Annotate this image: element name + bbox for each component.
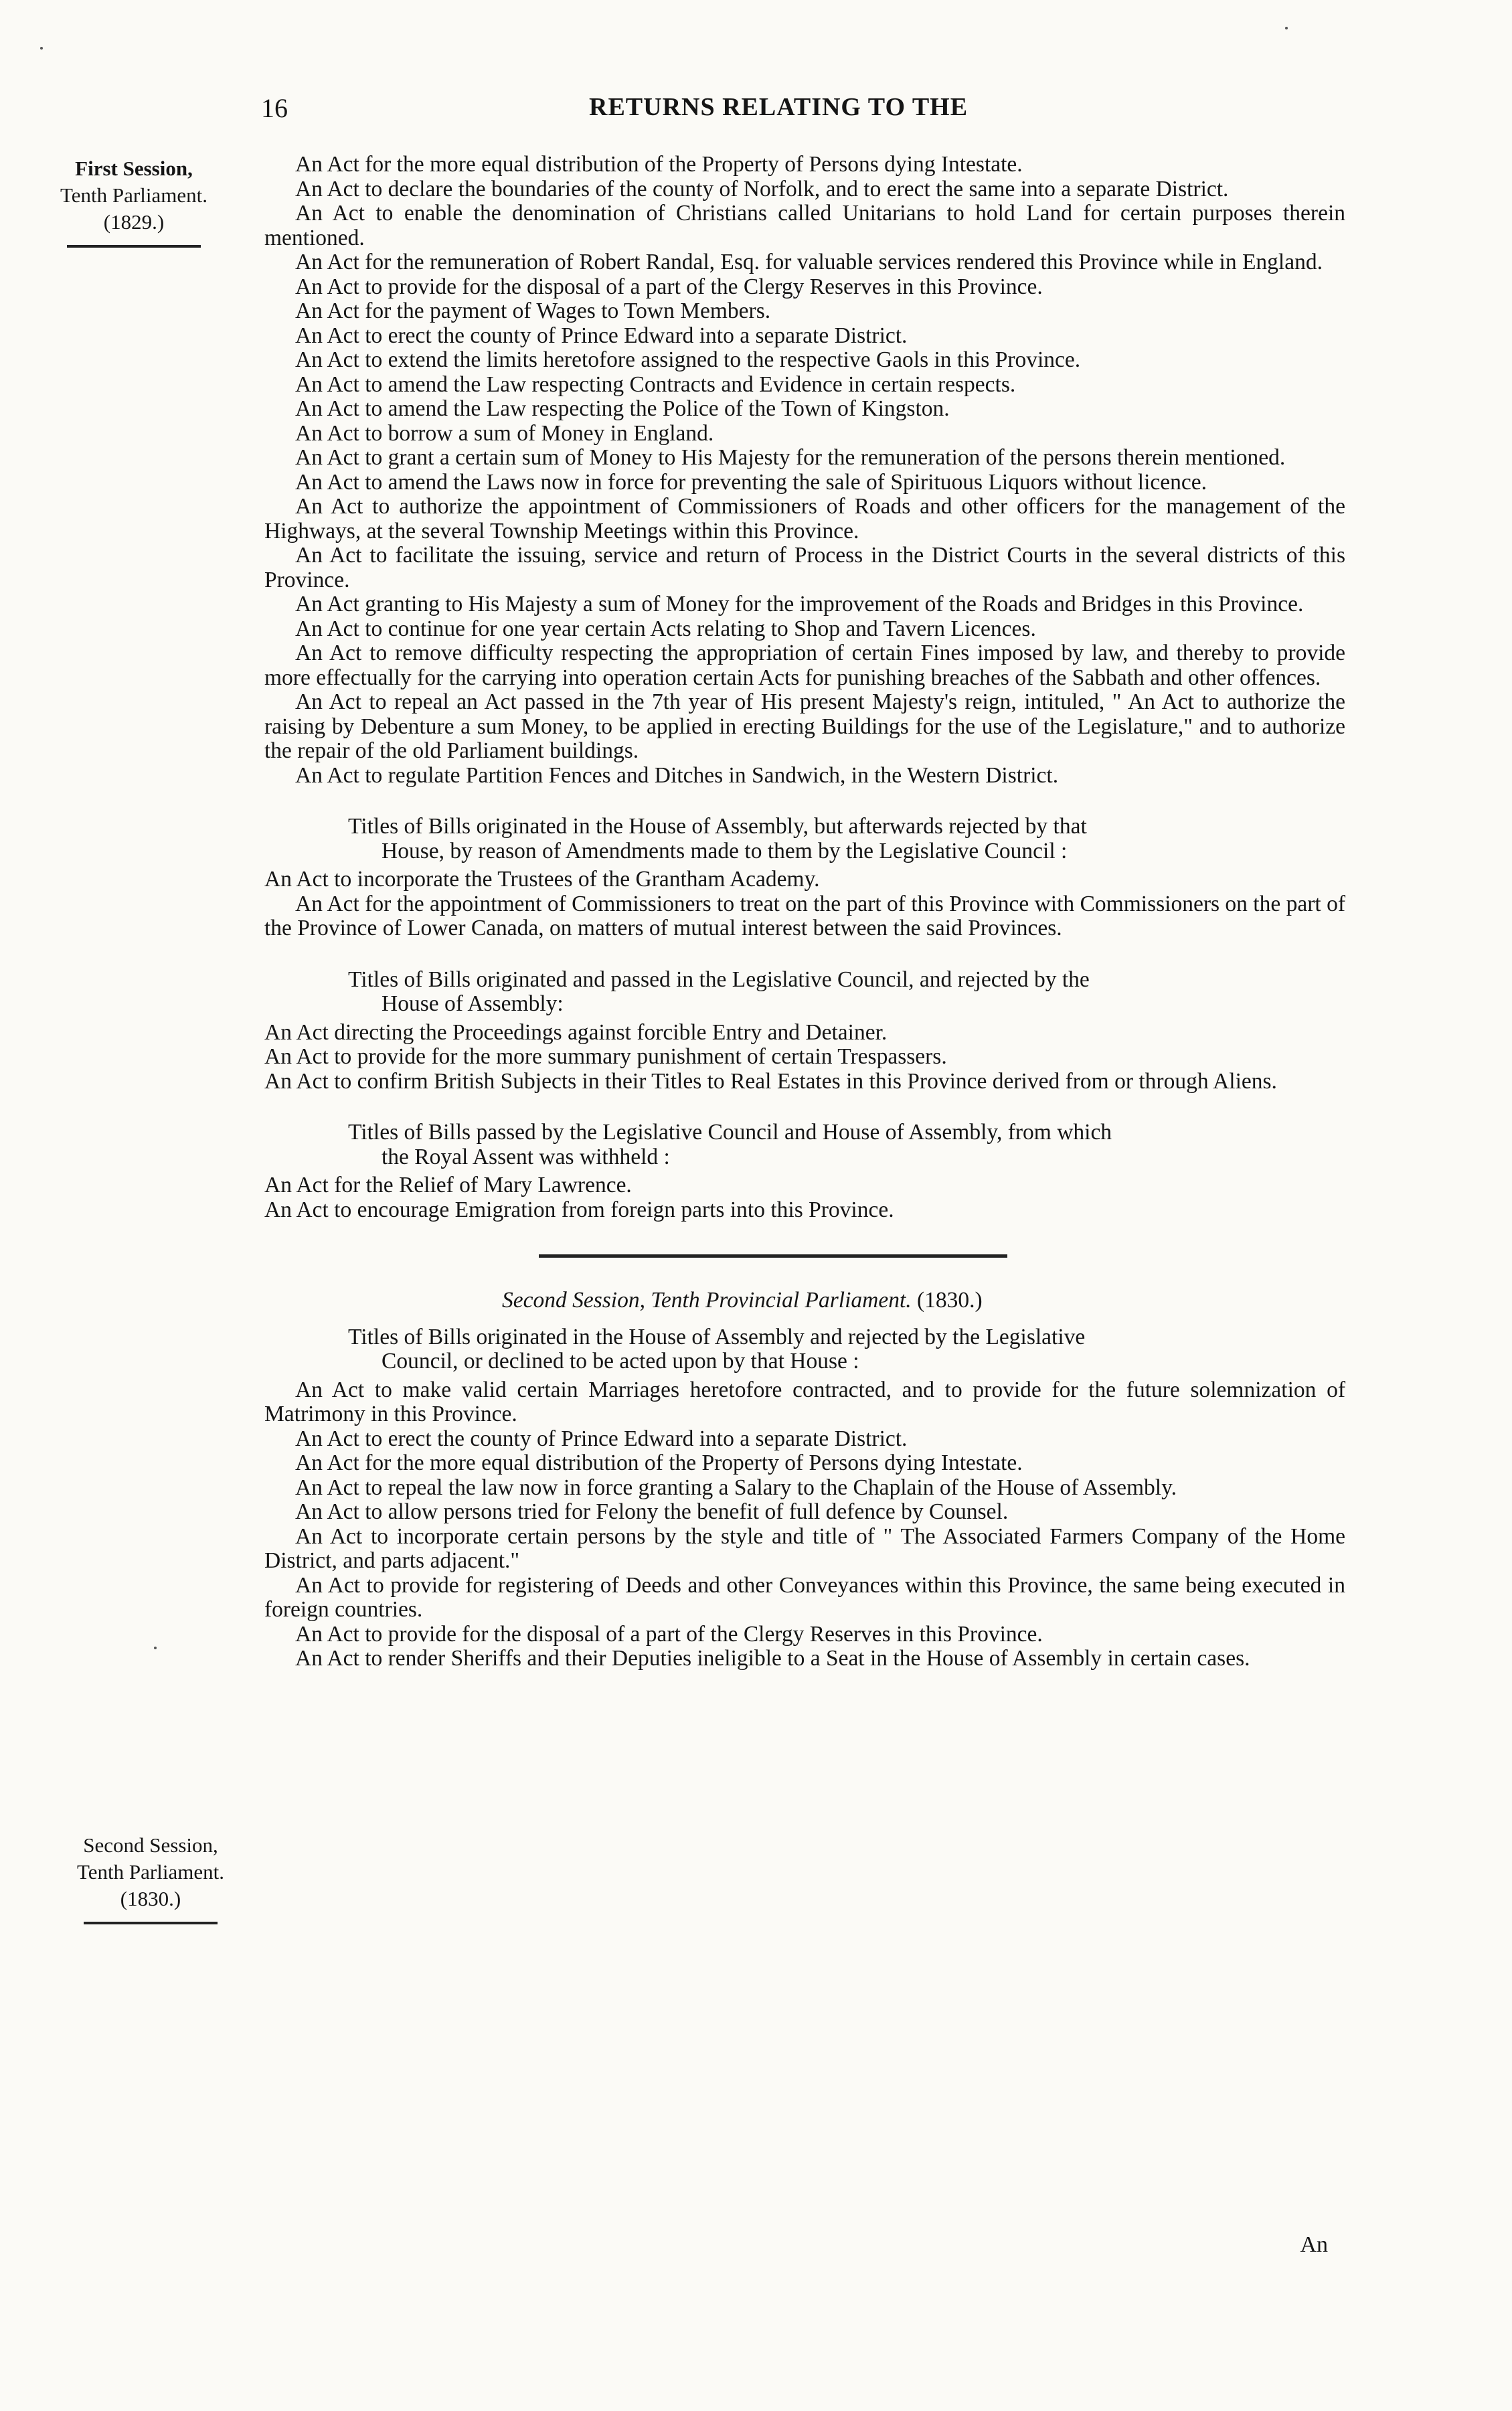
margin-note-line: Tenth Parliament. bbox=[77, 1860, 224, 1884]
margin-rule bbox=[67, 245, 201, 248]
act-entry: An Act to confirm British Subjects in their Titles to Real Estates in this Province derived from or through Aliens. bbox=[264, 1068, 1277, 1094]
act-entry: An Act to enable the denomination of Christians called Unitarians to hold Land for certain purposes therein mentioned. bbox=[264, 201, 1345, 250]
act-entry: An Act to amend the Law respecting the Police of the Town of Kingston. bbox=[295, 396, 950, 421]
section-heading-council-bills bbox=[264, 968, 1345, 1017]
act-entry: An Act to amend the Laws now in force for preventing the sale of Spirituous Liquors without licence. bbox=[295, 469, 1207, 495]
assent-withheld-list bbox=[264, 1173, 1345, 1222]
margin-note-year: (1829.) bbox=[103, 210, 165, 234]
act-entry: An Act to erect the county of Prince Edward into a separate District. bbox=[295, 1426, 908, 1451]
heading-line: Council, or declined to be acted upon by that House : bbox=[382, 1349, 859, 1374]
second-session-acts-list bbox=[264, 1378, 1345, 1671]
act-entry: An Act to repeal an Act passed in the 7th year of His present Majesty's reign, intituled, " An Act to authorize the raising by Debenture a sum Money, to be applied in erecting Buildings for the use of the Legislature," and to authorize the repair of the old Parliament buildings. bbox=[264, 689, 1345, 763]
act-entry: An Act to provide for registering of Deeds and other Conveyances within this Province, the same being executed in foreign countries. bbox=[264, 1572, 1345, 1622]
act-entry: An Act directing the Proceedings against forcible Entry and Detainer. bbox=[264, 1019, 888, 1045]
act-entry: An Act granting to His Majesty a sum of Money for the improvement of the Roads and Bridges in this Province. bbox=[295, 592, 1304, 616]
act-entry: An Act to provide for the disposal of a part of the Clergy Reserves in this Province. bbox=[295, 1621, 1043, 1647]
act-entry: An Act to allow persons tried for Felony the benefit of full defence by Counsel. bbox=[295, 1499, 1009, 1524]
margin-note-line: First Session, bbox=[75, 157, 193, 180]
section-heading-second-session bbox=[264, 1325, 1345, 1374]
margin-note-year: (1830.) bbox=[120, 1887, 181, 1910]
heading-line: Titles of Bills originated in the House of Assembly and rejected by the Legislative bbox=[348, 1324, 1086, 1349]
margin-note-first-session bbox=[33, 155, 234, 248]
session-year: (1830.) bbox=[917, 1288, 983, 1313]
second-session-title bbox=[264, 1288, 1345, 1313]
act-entry: An Act to render Sheriffs and their Deputies ineligible to a Seat in the House of Assembly in certain cases. bbox=[295, 1646, 1250, 1671]
heading-line: Titles of Bills passed by the Legislative Council and House of Assembly, from which bbox=[348, 1120, 1112, 1145]
act-entry: An Act to declare the boundaries of the county of Norfolk, and to erect the same into a separate District. bbox=[295, 176, 1229, 201]
act-entry: An Act to borrow a sum of Money in England. bbox=[295, 420, 714, 446]
act-entry: An Act to provide for the disposal of a part of the Clergy Reserves in this Province. bbox=[295, 274, 1043, 299]
session-title-text: Second Session, Tenth Provincial Parliament. bbox=[502, 1288, 912, 1313]
act-entry: An Act to continue for one year certain Acts relating to Shop and Tavern Licences. bbox=[295, 616, 1036, 641]
act-entry: An Act to regulate Partition Fences and Ditches in Sandwich, in the Western District. bbox=[295, 762, 1059, 788]
act-entry: An Act to incorporate the Trustees of the Grantham Academy. bbox=[264, 867, 820, 892]
acts-rejected-amendments-list bbox=[264, 867, 1345, 941]
margin-note-second-session bbox=[50, 1832, 251, 1924]
margin-rule bbox=[84, 1922, 218, 1924]
act-entry: An Act to grant a certain sum of Money to His Majesty for the remuneration of the persons therein mentioned. bbox=[295, 445, 1286, 470]
act-entry: An Act for the more equal distribution of the Property of Persons dying Intestate. bbox=[295, 1450, 1023, 1475]
act-entry: An Act for the more equal distribution of the Property of Persons dying Intestate. bbox=[295, 152, 1023, 177]
paper-speck bbox=[40, 47, 43, 50]
act-entry: An Act for the appointment of Commissioners to treat on the part of this Province with Commissioners on the part of the Province of Lower Canada, on matters of mutual interest between the said Provinces. bbox=[264, 891, 1345, 940]
margin-note-line: Second Session, bbox=[83, 1833, 218, 1857]
section-divider bbox=[539, 1254, 1007, 1258]
first-session-column bbox=[264, 153, 1345, 1671]
heading-line: Titles of Bills originated and passed in the Legislative Council, and rejected by the bbox=[348, 967, 1090, 992]
act-entry: An Act to amend the Law respecting Contracts and Evidence in certain respects. bbox=[295, 371, 1016, 397]
act-entry: An Act to remove difficulty respecting the appropriation of certain Fines imposed by law, and thereby to provide more effectually for the carrying into operation certain Acts for punishing breaches of the Sabbath and other offences. bbox=[264, 641, 1345, 690]
section-heading-rejected-by-assembly bbox=[264, 815, 1345, 863]
council-bills-list bbox=[264, 1021, 1345, 1094]
paper-speck bbox=[1285, 27, 1288, 29]
act-entry: An Act to erect the county of Prince Edward into a separate District. bbox=[295, 323, 908, 348]
catchword: An bbox=[1300, 2232, 1328, 2257]
act-entry: An Act to authorize the appointment of Commissioners of Roads and other officers for the management of the Highways, at the several Township Meetings within this Province. bbox=[264, 494, 1345, 544]
act-entry: An Act to provide for the more summary punishment of certain Trespassers. bbox=[264, 1044, 947, 1069]
page-number: 16 bbox=[261, 93, 288, 123]
paper-speck bbox=[154, 1647, 157, 1649]
running-title: RETURNS RELATING TO THE bbox=[589, 93, 969, 121]
act-entry: An Act to incorporate certain persons by the style and title of " The Associated Farmers Company of the Home District, and parts adjacent." bbox=[264, 1523, 1345, 1573]
act-entry: An Act for the remuneration of Robert Randal, Esq. for valuable services rendered this Province while in England. bbox=[295, 250, 1323, 274]
acts-passed-list bbox=[264, 153, 1345, 788]
section-heading-assent-withheld bbox=[264, 1120, 1345, 1169]
act-entry: An Act to encourage Emigration from foreign parts into this Province. bbox=[264, 1197, 894, 1222]
heading-line: House of Assembly: bbox=[382, 991, 564, 1016]
act-entry: An Act for the payment of Wages to Town Members. bbox=[295, 299, 771, 323]
act-entry: An Act to make valid certain Marriages heretofore contracted, and to provide for the future solemnization of Matrimony in this Province. bbox=[264, 1377, 1345, 1426]
heading-line: House, by reason of Amendments made to them by the Legislative Council : bbox=[382, 838, 1068, 863]
heading-line: Titles of Bills originated in the House of Assembly, but afterwards rejected by that bbox=[348, 814, 1087, 839]
page-header bbox=[0, 92, 1512, 126]
act-entry: An Act for the Relief of Mary Lawrence. bbox=[264, 1173, 632, 1197]
margin-note-line: Tenth Parliament. bbox=[60, 183, 207, 207]
act-entry: An Act to repeal the law now in force granting a Salary to the Chaplain of the House of Assembly. bbox=[295, 1475, 1177, 1500]
act-entry: An Act to facilitate the issuing, service and return of Process in the District Courts in the several districts of this Province. bbox=[264, 543, 1345, 592]
heading-line: the Royal Assent was withheld : bbox=[382, 1144, 670, 1169]
act-entry: An Act to extend the limits heretofore assigned to the respective Gaols in this Province. bbox=[295, 347, 1081, 372]
